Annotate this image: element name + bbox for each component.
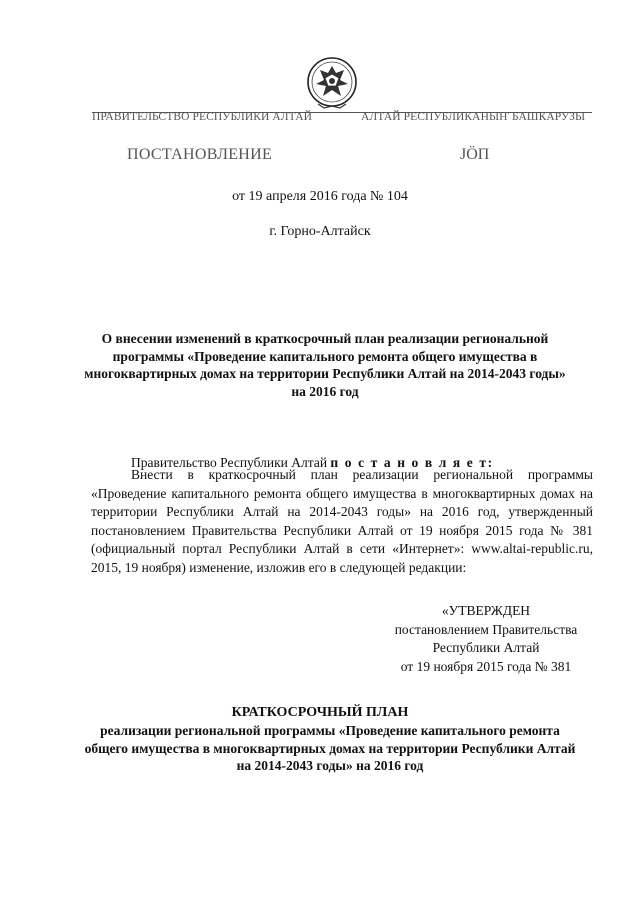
approval-block [378,602,594,676]
document-city: г. Горно-Алтайск [269,224,371,239]
approval-line-2: постановлением Правительства [394,621,578,637]
header-government-alt: АЛТАЙ РЕСПУБЛИКАНЫҤ БАШКАРУЗЫ [361,111,586,123]
header-government-ru: ПРАВИТЕЛЬСТВО РЕСПУБЛИКИ АЛТАЙ [92,111,313,123]
approval-line-1: «УТВЕРЖДЕН [441,603,531,618]
decree-subject: Правительство Республики Алтай [131,455,328,470]
doc-type-ru: ПОСТАНОВЛЕНИЕ [127,146,273,163]
approval-line-4: от 19 ноября 2015 года № 381 [400,658,572,674]
plan-subtitle: реализации региональной программы «Проведение капитального ремонта общего имущества в многоквартирных домах на территории Республики Алтай на 2014-2043 годы» на 2016 год [84,723,576,773]
approval-line-3: Республики Алтай [432,640,540,655]
doc-type-alt: JӦП [460,146,490,163]
coat-of-arms-emblem [306,56,358,114]
body-paragraph: Внести в краткосрочный план реализации региональной программы «Проведение капитального ремонта общего имущества в многоквартирных домах на территории Республики Алтай на 2014-2043 годы» на 2016 год, утвержденный постановлением Правительства Республики Алтай от 19 ноября 2015 года № 381 (официальный портал Республики Алтай в сети «Интернет»: www.altai-republic.ru, 2015, 19 ноября) изменение, изложив его в следующей редакции: [91,467,593,575]
document-title: О внесении изменений в краткосрочный план реализации региональной программы «Проведение капитального ремонта общего имущества в многоквартирных домах на территории Республики Алтай на 2014-2043 годы» на 2016 год [84,331,566,399]
document-date-number: от 19 апреля 2016 года № 104 [232,189,408,204]
decree-verb: п о с т а н о в л я е т: [330,455,494,470]
plan-heading: КРАТКОСРОЧНЫЙ ПЛАН [231,705,409,720]
